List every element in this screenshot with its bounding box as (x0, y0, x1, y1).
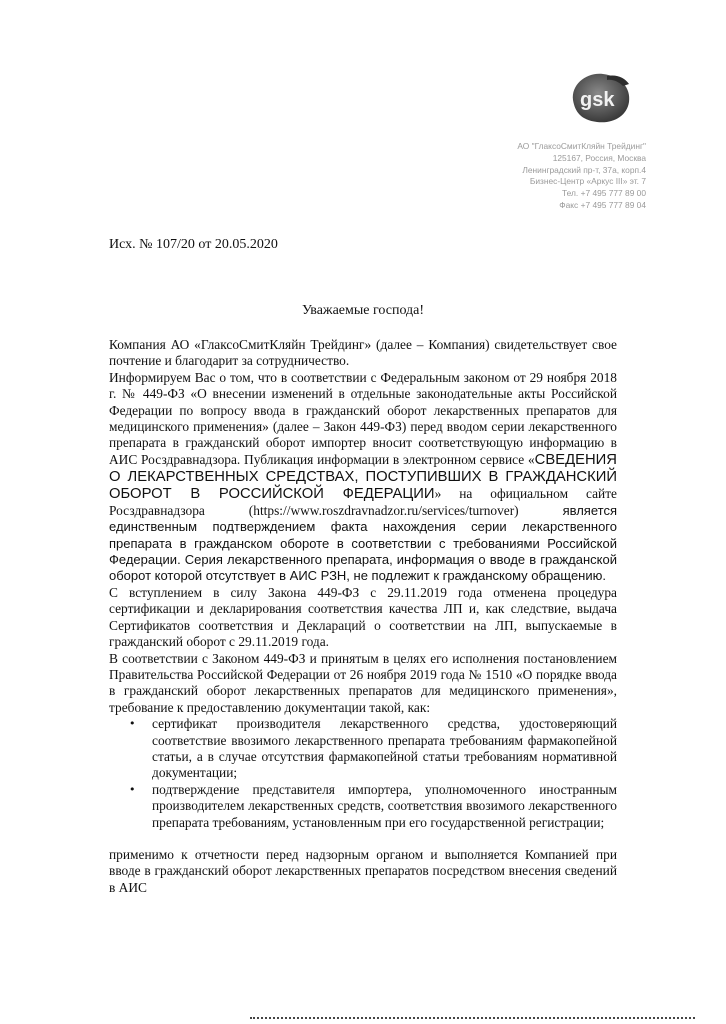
paragraph-conclusion: применимо к отчетности перед надзорным органом и выполняется Компанией при вводе в гражданский оборот лекарственных препаратов посредством внесения сведений в АИС (109, 846, 617, 895)
paragraph-certification: С вступлением в силу Закона 449-ФЗ с 29.11.2019 года отменена процедура сертификации и декларирования соответствия качества ЛП и, как следствие, выдача Сертификатов соответствия и Деклараций о соответствии на ЛП, выпускаемые в гражданский оборот с 29.11.2019 года. (109, 584, 617, 650)
list-item (109, 716, 617, 782)
company-postcode: 125167, Россия, Москва (552, 152, 646, 163)
gsk-logo-icon (567, 70, 633, 126)
company-street: Ленинградский пр-т, 37а, корп.4 (522, 164, 646, 175)
letter-body (109, 337, 617, 896)
paragraph-law-info-part2: » на официальном сайте Росздравнадзора (https://www.roszdravnadzor.ru/services/turnover) (109, 485, 617, 518)
service-name-caps: СВЕДЕНИЯ О ЛЕКАРСТВЕННЫХ СРЕДСТВАХ, ПОСТУПИВШИХ В ГРАЖДАНСКИЙ ОБОРОТ В РОССИЙСКОЙ ФЕДЕРАЦИИ (109, 451, 617, 502)
bullet-icon: • (129, 717, 136, 731)
svg-text:gsk: gsk (580, 89, 615, 111)
outgoing-reference: Исх. № 107/20 от 20.05.2020 (109, 237, 278, 252)
paragraph-law-info (109, 370, 617, 585)
paragraph-intro: Компания АО «ГлаксоСмитКляйн Трейдинг» (далее – Компания) свидетельствует свое почтение и благодарит за сотрудничество. (109, 337, 617, 369)
paragraph-law-info-part3: является единственным подтверждением факта нахождения серии лекарственного препарата в гражданском обороте в соответствии с требованиями Российской Федерации. Серия лекарственного препарата, информация о вводе в гражданской оборот которой отсутствует в АИС РЗН, не подлежит к гражданскому обращению. (109, 502, 617, 584)
paragraph-law-info-part1: Информируем Вас о том, что в соответствии с Федеральным законом от 29 ноября 2018 г. № 449-ФЗ «О внесении изменений в отдельные законодательные акты Российской Федерации по вопросу ввода в гражданский оборот лекарственных препаратов для медицинского применения» (далее – Закон 449-ФЗ) перед вводом серии лекарственного препарата в гражданский оборот импортер вносит соответствующую информацию в АИС Росздравнадзора. Публикация информации в электронном сервисе « (109, 369, 617, 467)
footer-dotted-line (250, 1017, 695, 1023)
requirements-list (109, 716, 617, 831)
list-item-text: подтверждение представителя импортера, уполномоченного иностранным производителем лекарственных средств, соответствия ввозимого лекарственного препарата требованиям, установленным при его государственной регистрации; (152, 781, 617, 830)
company-phone: Тел. +7 495 777 89 00 (562, 188, 646, 199)
bullet-icon: • (129, 782, 136, 796)
spacer (109, 831, 617, 847)
company-name: АО "ГлаксоСмитКляйн Трейдинг" (517, 141, 646, 151)
list-item (109, 782, 617, 831)
list-item-text: сертификат производителя лекарственного средства, удостоверяющий соответствие ввозимого лекарственного препарата требованиям фармакопейной статьи, а в случае отсутствия фармакопейной статьи требованиям нормативной документации; (152, 716, 617, 781)
paragraph-requirements: В соответствии с Законом 449-ФЗ и принятым в целях его исполнения постановлением Правительства Российской Федерации от 26 ноября 2019 года № 1510 «О порядке ввода в гражданский оборот лекарственных препаратов для медицинского применения», требование к предоставлению документации такой, как: (109, 650, 617, 715)
company-address-block (436, 141, 646, 212)
company-fax: Факс +7 495 777 89 04 (559, 199, 646, 210)
greeting: Уважаемые господа! (301, 303, 425, 318)
company-building: Бизнес-Центр «Аркус III» эт. 7 (529, 176, 646, 187)
gsk-logo (567, 70, 633, 126)
